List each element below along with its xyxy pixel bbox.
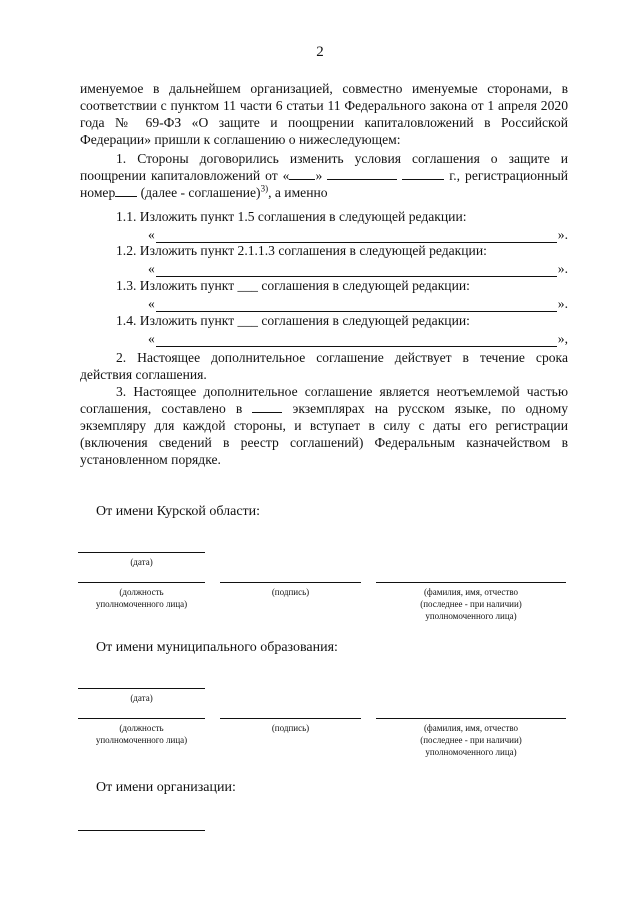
item-1-4-fill-line	[156, 334, 557, 347]
sig-kursk-name-line	[376, 582, 566, 583]
item-1-1-fill-line	[156, 230, 557, 243]
sig-municipal-position-line	[78, 718, 205, 719]
item-1-1-label: 1.1. Изложить пункт 1.5 соглашения в следующей редакции:	[116, 209, 467, 224]
clause-3-text-b: экземплярах на русском языке, по одному экземпляру для каждой стороны, и вступает в силу с даты его регистрации (включения сведений в реестр соглашений) Федеральным казначейством в установленном порядке.	[80, 401, 569, 467]
clause-1-text-e: (далее - соглашение)	[140, 185, 261, 200]
item-1-4-open: «	[148, 331, 155, 346]
sig-kursk-date-line	[78, 552, 205, 553]
item-1-1-close: ».	[557, 227, 568, 242]
footnote-ref: 3)	[260, 183, 269, 194]
sig-municipal-position-caption: (должность уполномоченного лица)	[95, 723, 188, 745]
year-blank	[402, 167, 444, 180]
item-1-3	[80, 278, 568, 312]
item-1-3-label: 1.3. Изложить пункт ___ соглашения в следующей редакции:	[116, 278, 470, 293]
month-blank	[327, 167, 397, 180]
item-1-2-label: 1.2. Изложить пункт 2.1.1.3 соглашения в следующей редакции:	[116, 243, 487, 258]
item-1-4-close: »,	[557, 331, 568, 346]
sig-municipal-title: От имени муниципального образования:	[96, 640, 338, 655]
day-blank	[289, 167, 315, 180]
sig-organization-date-line	[78, 830, 205, 831]
item-1-2	[80, 243, 568, 277]
clause-1-text-a: 1. Стороны договорились изменить условия соглашения о защите и поощрении капиталовложений от «	[80, 151, 568, 183]
clause-1	[80, 150, 568, 201]
clause-1-text-b: »	[315, 168, 323, 183]
sig-municipal-signature-line	[220, 718, 361, 719]
sig-kursk-name-caption: (фамилия, имя, отчество (последнее - при наличии) уполномоченного лица)	[420, 587, 522, 621]
sig-kursk-date-caption: (дата)	[130, 557, 153, 567]
sig-municipal-name-caption: (фамилия, имя, отчество (последнее - при наличии) уполномоченного лица)	[420, 723, 522, 757]
clause-3	[80, 383, 568, 468]
clause-1-text-d: регистрационный номер	[80, 168, 569, 200]
page-number: 2	[316, 44, 324, 60]
item-1-4-label: 1.4. Изложить пункт ___ соглашения в следующей редакции:	[116, 313, 470, 328]
sig-kursk-position-caption: (должность уполномоченного лица)	[95, 587, 188, 609]
clause-1-text-f: , а именно	[268, 185, 328, 200]
item-1-2-open: «	[148, 261, 155, 276]
clause-2: 2. Настоящее дополнительное соглашение действует в течение срока действия соглашения.	[80, 350, 568, 382]
copies-blank	[252, 400, 282, 413]
sig-municipal-date-caption: (дата)	[130, 693, 153, 703]
clause-1-text-c: г.,	[449, 168, 461, 183]
sig-kursk-title: От имени Курской области:	[96, 504, 261, 519]
sig-kursk-position-line	[78, 582, 205, 583]
sig-kursk-signature-caption: (подпись)	[271, 587, 310, 597]
item-1-1-open: «	[148, 227, 155, 242]
sig-municipal-date-line	[78, 688, 205, 689]
intro-paragraph: именуемое в дальнейшем организацией, совместно именуемые сторонами, в соответствии с пунктом 11 части 6 статьи 11 Федерального закона от 1 апреля 2020 года № 69-ФЗ «О защите и поощрении капиталовложений в Российской Федерации» пришли к соглашению о нижеследующем:	[80, 81, 568, 147]
item-1-3-fill-line	[156, 299, 557, 312]
item-1-2-fill-line	[156, 264, 557, 277]
sig-municipal-name-line	[376, 718, 566, 719]
item-1-4	[80, 313, 568, 347]
sig-organization-title: От имени организации:	[96, 780, 236, 795]
sig-kursk-signature-line	[220, 582, 361, 583]
item-1-2-close: ».	[557, 261, 568, 276]
reg-number-blank	[115, 184, 137, 197]
sig-municipal-signature-caption: (подпись)	[271, 723, 310, 733]
clause-3-text-a: 3. Настоящее дополнительное соглашение является неотъемлемой частью соглашения, составлено в	[80, 384, 568, 416]
item-1-1	[80, 209, 568, 243]
item-1-3-open: «	[148, 296, 155, 311]
item-1-3-close: ».	[557, 296, 568, 311]
